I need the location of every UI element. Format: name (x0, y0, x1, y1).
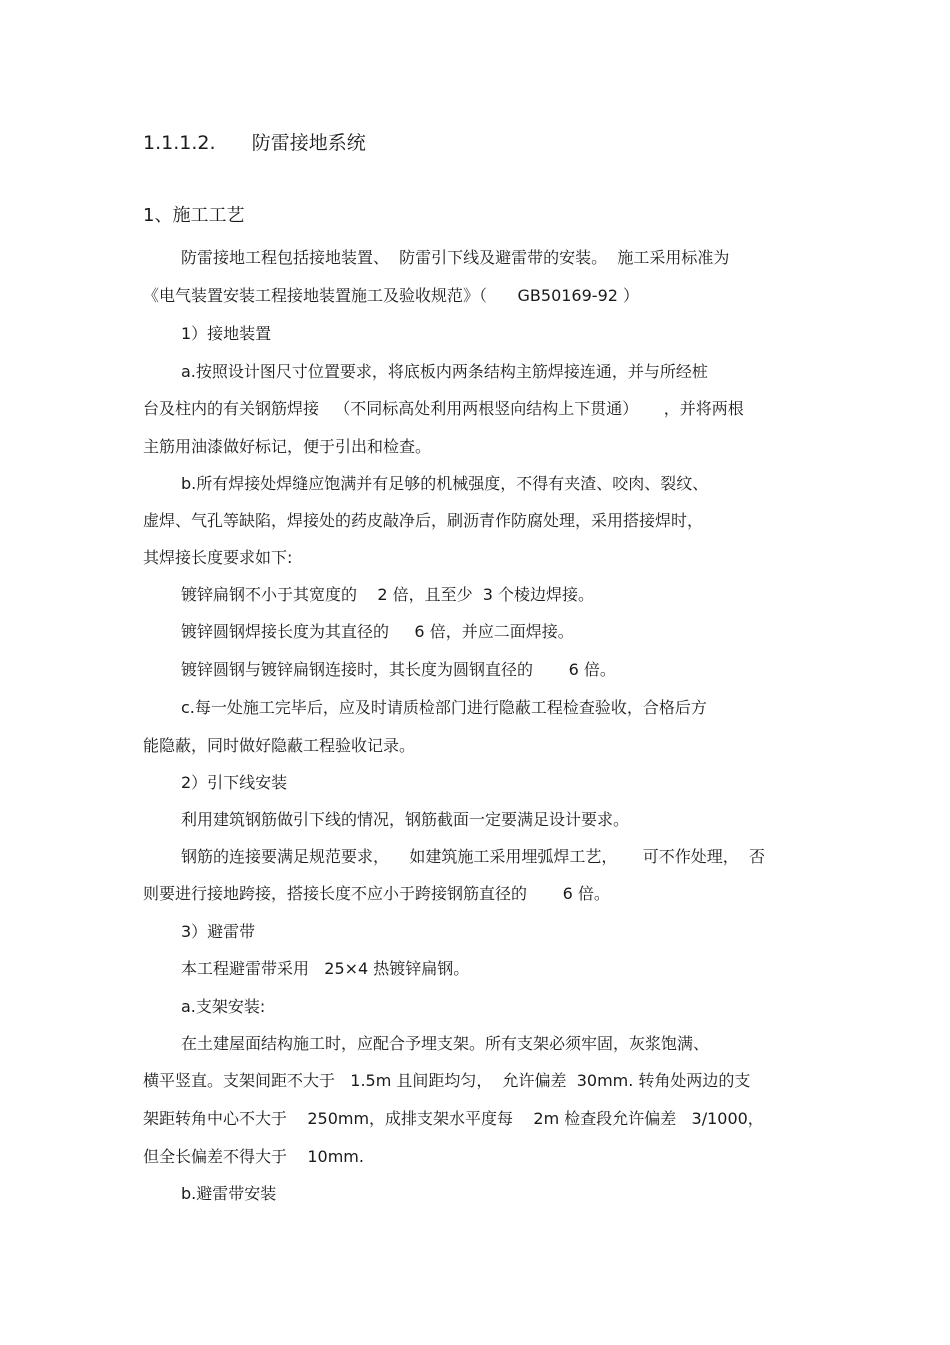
paragraph-line: 虚焊、气孔等缺陷，焊接处的药皮敲净后，刷沥青作防腐处理，采用搭接焊时， (143, 511, 704, 530)
list-heading: 2）引下线安装 (181, 773, 288, 792)
paragraph-line: 主筋用油漆做好标记，便于引出和检查。 (143, 437, 432, 456)
paragraph-line: 《电气装置安装工程接地装置施工及验收规范》（ GB50169-92 ） (143, 286, 640, 305)
paragraph-line: 镀锌圆钢焊接长度为其直径的 6 倍，并应二面焊接。 (181, 622, 574, 641)
paragraph-line: 能隐蔽，同时做好隐蔽工程验收记录。 (143, 736, 416, 755)
paragraph-line: 钢筋的连接要满足规范要求， 如建筑施工采用埋弧焊工艺， 可不作处理， 否 (181, 847, 765, 866)
paragraph-line: 横平竖直。支架间距不大于 1.5m 且间距均匀， 允许偏差 30mm. 转角处两边的支 (143, 1071, 751, 1090)
paragraph-line: 镀锌扁钢不小于其宽度的 2 倍，且至少 3 个棱边焊接。 (181, 585, 595, 604)
paragraph-line: 则要进行接地跨接，搭接长度不应小于跨接钢筋直径的 6 倍。 (143, 884, 610, 903)
paragraph-line: a.支架安装: (181, 997, 266, 1016)
paragraph-line: 架距转角中心不大于 250mm，成排支架水平度每 2m 检查段允许偏差 3/1000， (143, 1109, 764, 1128)
list-heading: b.避雷带安装 (181, 1184, 277, 1203)
paragraph-line: 其焊接长度要求如下: (143, 548, 293, 567)
paragraph-line: a.按照设计图尺寸位置要求，将底板内两条结构主筋焊接连通，并与所经桩 (181, 362, 708, 381)
paragraph-line: 镀锌圆钢与镀锌扁钢连接时，其长度为圆钢直径的 6 倍。 (181, 660, 616, 679)
paragraph-line: 本工程避雷带采用 25×4 热镀锌扁钢。 (181, 959, 470, 978)
paragraph-line: 利用建筑钢筋做引下线的情况，钢筋截面一定要满足设计要求。 (181, 810, 630, 829)
paragraph-line: 防雷接地工程包括接地装置、 防雷引下线及避雷带的安装。 施工采用标准为 (181, 248, 730, 267)
list-heading: 3）避雷带 (181, 922, 256, 941)
paragraph-line: b.所有焊接处焊缝应饱满并有足够的机械强度，不得有夹渣、咬肉、裂纹、 (181, 474, 709, 493)
list-heading: 1）接地装置 (181, 324, 272, 343)
paragraph-line: c.每一处施工完毕后，应及时请质检部门进行隐蔽工程检查验收，合格后方 (181, 698, 707, 717)
section-heading: 1.1.1.2. 防雷接地系统 (143, 132, 366, 154)
subsection-title: 1、施工工艺 (143, 205, 245, 226)
paragraph-line: 台及柱内的有关钢筋焊接 （不同标高处利用两根竖向结构上下贯通） ，并将两根 (143, 399, 744, 418)
paragraph-line: 但全长偏差不得大于 10mm. (143, 1147, 364, 1166)
paragraph-line: 在土建屋面结构施工时，应配合予埋支架。所有支架必须牢固，灰浆饱满、 (181, 1034, 710, 1053)
